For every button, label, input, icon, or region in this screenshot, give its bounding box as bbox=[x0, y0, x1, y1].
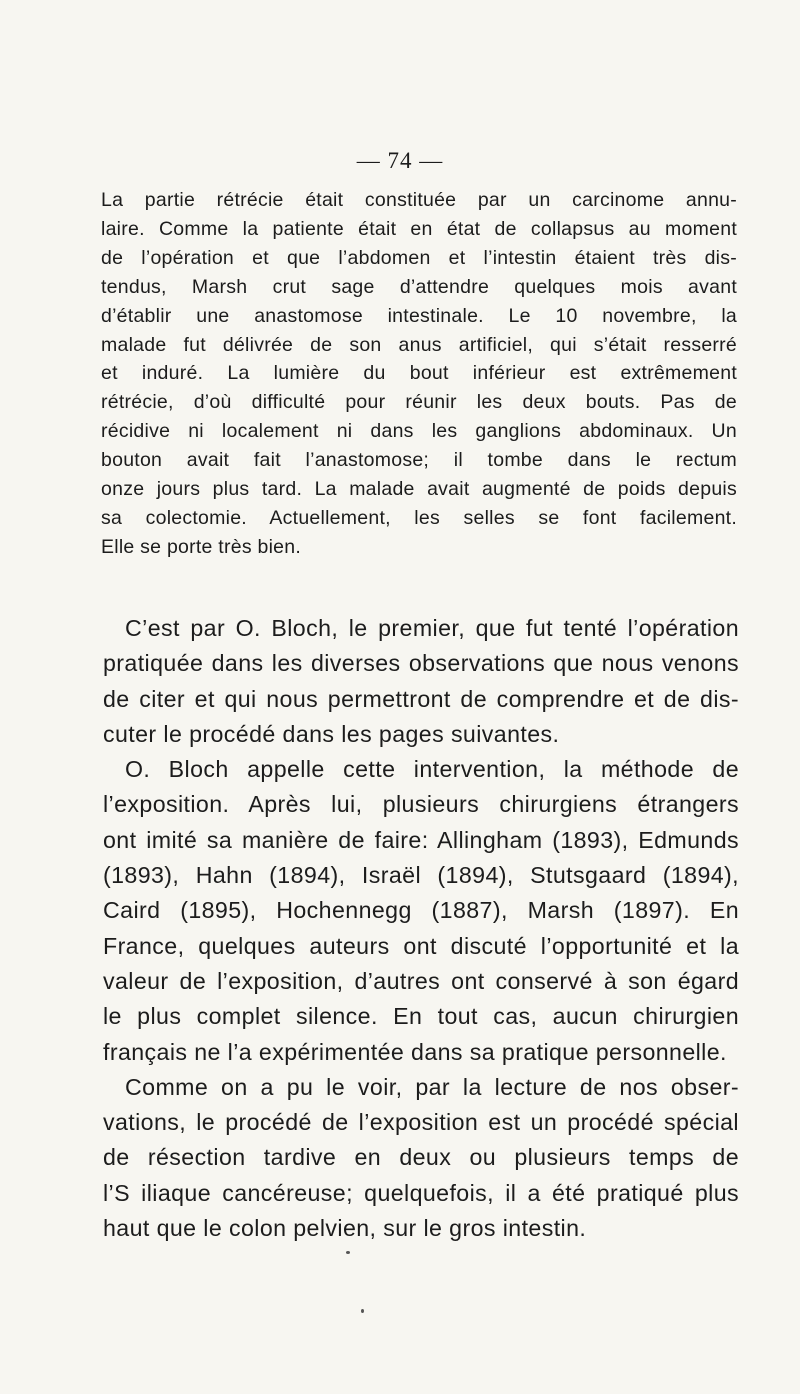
text-line: vations, le procédé de l’exposition est un procédé spécial bbox=[103, 1109, 739, 1136]
text-line: tendus, Marsh crut sage d’attendre quelques mois avant bbox=[101, 275, 737, 298]
page-number: — 74 — bbox=[356, 148, 444, 173]
text-line: de résection tardive en deux ou plusieurs temps de bbox=[103, 1144, 739, 1171]
text-line: Comme on a pu le voir, par la lecture de nos obser- bbox=[125, 1073, 739, 1100]
text-line: l’exposition. Après lui, plusieurs chirurgiens étrangers bbox=[103, 791, 739, 818]
print-speck bbox=[346, 1251, 350, 1254]
text-line: malade fut délivrée de son anus artificiel, qui s’était resserré bbox=[101, 333, 737, 356]
text-line: de citer et qui nous permettront de comprendre et de dis- bbox=[103, 685, 739, 712]
text-line: et induré. La lumière du bout inférieur est extrêmement bbox=[101, 362, 737, 385]
text-line: bouton avait fait l’anastomose; il tombe dans le rectum bbox=[101, 449, 737, 472]
paragraph-case-report bbox=[101, 186, 737, 562]
text-line: cuter le procédé dans les pages suivantes. bbox=[103, 720, 560, 747]
text-line: C’est par O. Bloch, le premier, que fut tenté l’opération bbox=[125, 615, 739, 641]
text-line: le plus complet silence. En tout cas, aucun chirurgien bbox=[103, 1003, 739, 1030]
text-line: O. Bloch appelle cette intervention, la méthode de bbox=[125, 756, 739, 783]
text-line: pratiquée dans les diverses observations que nous venons bbox=[103, 650, 739, 677]
paragraph-exposition-method bbox=[103, 752, 739, 1070]
text-line: laire. Comme la patiente était en état de collapsus au moment bbox=[101, 217, 737, 240]
text-line: valeur de l’exposition, d’autres ont conservé à son égard bbox=[103, 967, 739, 994]
text-line: rétrécie, d’où difficulté pour réunir les deux bouts. Pas de bbox=[101, 391, 737, 414]
text-line: France, quelques auteurs ont discuté l’opportunité et la bbox=[103, 932, 739, 959]
paragraph-bloch-intro bbox=[103, 611, 739, 752]
text-line: français ne l’a expérimentée dans sa pratique personnelle. bbox=[103, 1038, 727, 1065]
text-line: La partie rétrécie était constituée par un carcinome annu- bbox=[101, 189, 737, 211]
text-line: onze jours plus tard. La malade avait augmenté de poids depuis bbox=[101, 478, 737, 501]
text-line: Caird (1895), Hochennegg (1887), Marsh (1897). En bbox=[103, 897, 739, 924]
text-line: de l’opération et que l’abdomen et l’intestin étaient très dis- bbox=[101, 246, 737, 269]
paragraph-procedure-summary bbox=[103, 1070, 739, 1246]
text-line: d’établir une anastomose intestinale. Le 10 novembre, la bbox=[101, 304, 737, 327]
print-speck bbox=[361, 1309, 364, 1313]
text-line: Elle se porte très bien. bbox=[101, 535, 302, 558]
text-line: sa colectomie. Actuellement, les selles se font facilement. bbox=[101, 506, 737, 529]
text-line: l’S iliaque cancéreuse; quelquefois, il a été pratiqué plus bbox=[103, 1179, 739, 1206]
main-text bbox=[103, 611, 739, 1246]
text-line: haut que le colon pelvien, sur le gros intestin. bbox=[103, 1215, 587, 1242]
text-line: récidive ni localement ni dans les ganglions abdominaux. Un bbox=[101, 420, 737, 443]
text-line: (1893), Hahn (1894), Israël (1894), Stutsgaard (1894), bbox=[103, 862, 739, 889]
text-line: ont imité sa manière de faire: Allingham (1893), Edmunds bbox=[103, 826, 739, 853]
